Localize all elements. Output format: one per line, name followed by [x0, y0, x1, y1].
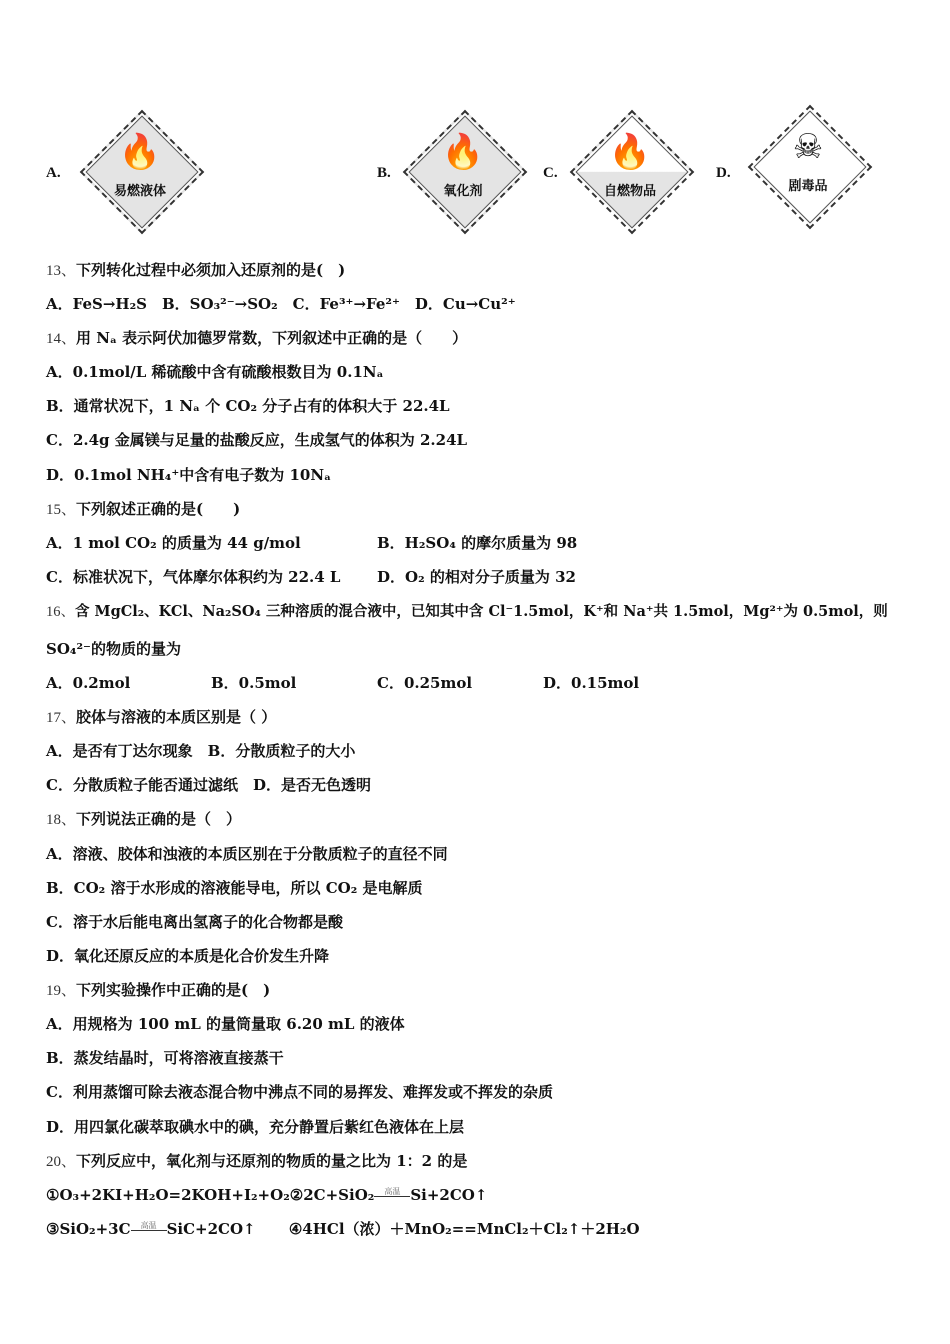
question-number: 19、 — [46, 983, 77, 999]
option: D．用四氯化碳萃取碘水中的碘，充分静置后紫红色液体在上层 — [46, 1118, 465, 1136]
question-20 — [46, 1151, 467, 1172]
option: A．1 mol CO₂ 的质量为 44 g/mol — [46, 534, 301, 552]
option-a-label: A. — [46, 165, 61, 181]
question-17 — [46, 707, 276, 728]
question-15 — [46, 499, 240, 520]
question-stem: 下列反应中，氧化剂与还原剂的物质的量之比为 1：2 的是 — [76, 1152, 468, 1170]
option: C．标准状况下，气体摩尔体积约为 22.4 L — [46, 568, 341, 586]
reaction-condition: 高温 — [374, 1187, 410, 1197]
question-number: 20、 — [46, 1154, 77, 1170]
equations-line-2 — [46, 1219, 640, 1239]
question-13-options: A．FeS→H₂S B．SO₃²⁻→SO₂ C．Fe³⁺→Fe²⁺ D．Cu→Cu²⁺ — [46, 295, 516, 313]
option: A．0.2mol — [46, 674, 131, 692]
question-stem: 用 Nₐ 表示阿伏加德罗常数，下列叙述中正确的是（ ） — [76, 329, 468, 347]
option-d-label: D. — [716, 165, 731, 181]
option: C．0.25mol — [377, 674, 473, 692]
option: A．是否有丁达尔现象 B．分散质粒子的大小 — [46, 742, 356, 760]
equation-2-products: Si+2CO↑ — [410, 1186, 488, 1204]
option: C．2.4g 金属镁与足量的盐酸反应，生成氢气的体积为 2.24L — [46, 431, 468, 449]
equation-2: ②2C+SiO₂ — [289, 1186, 375, 1204]
option: C．分散质粒子能否通过滤纸 D．是否无色透明 — [46, 776, 371, 794]
option: C．利用蒸馏可除去液态混合物中沸点不同的易挥发、难挥发或不挥发的杂质 — [46, 1083, 553, 1101]
question-13 — [46, 260, 345, 281]
flame-over-circle-icon: 🔥 — [441, 132, 485, 172]
flammable-liquid-sign — [80, 110, 200, 230]
option: D．O₂ 的相对分子质量为 32 — [377, 568, 576, 586]
question-16 — [46, 602, 888, 622]
option: B．通常状况下，1 Nₐ 个 CO₂ 分子占有的体积大于 22.4L — [46, 397, 450, 415]
question-19 — [46, 980, 270, 1001]
toxic-sign — [748, 105, 868, 225]
question-14 — [46, 328, 467, 349]
sign-label: 氧化剂 — [443, 184, 483, 199]
sign-label: 剧毒品 — [788, 179, 828, 194]
equation-3-products: SiC+2CO↑ — [166, 1220, 256, 1238]
option: D．0.1mol NH₄⁺中含有电子数为 10Nₐ — [46, 466, 332, 484]
option: B．H₂SO₄ 的摩尔质量为 98 — [377, 534, 578, 552]
question-16-stem-continued: SO₄²⁻的物质的量为 — [46, 640, 181, 658]
option: D．氧化还原反应的本质是化合价发生升降 — [46, 947, 330, 965]
flame-icon: 🔥 — [118, 132, 162, 172]
question-number: 16、 — [46, 604, 75, 620]
option-c-label: C. — [543, 165, 558, 181]
option: A．用规格为 100 mL 的量筒量取 6.20 mL 的液体 — [46, 1015, 405, 1033]
option: B．0.5mol — [211, 674, 297, 692]
equation-1: ①O₃+2KI+H₂O=2KOH+I₂+O₂ — [46, 1186, 290, 1204]
question-stem: 下列叙述正确的是( ) — [76, 500, 241, 518]
equations-line-1 — [46, 1185, 487, 1205]
sign-label: 自燃物品 — [603, 184, 656, 199]
question-number: 13、 — [46, 263, 77, 279]
option: A．溶液、胶体和浊液的本质区别在于分散质粒子的直径不同 — [46, 845, 448, 863]
skull-crossbones-icon: ☠ — [792, 127, 824, 167]
option-b-label: B. — [377, 165, 391, 181]
question-stem: 下列说法正确的是（ ） — [76, 810, 242, 828]
equation-4: ④4HCl（浓）＋MnO₂==MnCl₂＋Cl₂↑＋2H₂O — [288, 1220, 640, 1238]
question-stem: 胶体与溶液的本质区别是（ ） — [76, 708, 277, 726]
question-number: 17、 — [46, 710, 77, 726]
option: D．0.15mol — [543, 674, 640, 692]
oxidizer-sign — [403, 110, 523, 230]
option: A．0.1mol/L 稀硫酸中含有硫酸根数目为 0.1Nₐ — [46, 363, 384, 381]
question-stem: 下列实验操作中正确的是( ) — [76, 981, 271, 999]
question-number: 15、 — [46, 502, 77, 518]
spontaneous-combustion-sign — [570, 110, 690, 230]
equation-3: ③SiO₂+3C — [46, 1220, 131, 1238]
sign-label: 易燃液体 — [113, 184, 166, 199]
question-stem: 含 MgCl₂、KCl、Na₂SO₄ 三种溶质的混合液中，已知其中含 Cl⁻1.5mol，K⁺和 Na⁺共 1.5mol，Mg²⁺为 0.5mol，则 — [75, 603, 888, 620]
option: C．溶于水后能电离出氢离子的化合物都是酸 — [46, 913, 343, 931]
option: B．CO₂ 溶于水形成的溶液能导电，所以 CO₂ 是电解质 — [46, 879, 423, 897]
question-18 — [46, 809, 241, 830]
reaction-condition: 高温 — [131, 1221, 167, 1231]
question-number: 14、 — [46, 331, 77, 347]
question-number: 18、 — [46, 812, 77, 828]
flame-icon: 🔥 — [608, 132, 652, 172]
option: B．蒸发结晶时，可将溶液直接蒸干 — [46, 1049, 284, 1067]
question-stem: 下列转化过程中必须加入还原剂的是( ) — [76, 261, 346, 279]
